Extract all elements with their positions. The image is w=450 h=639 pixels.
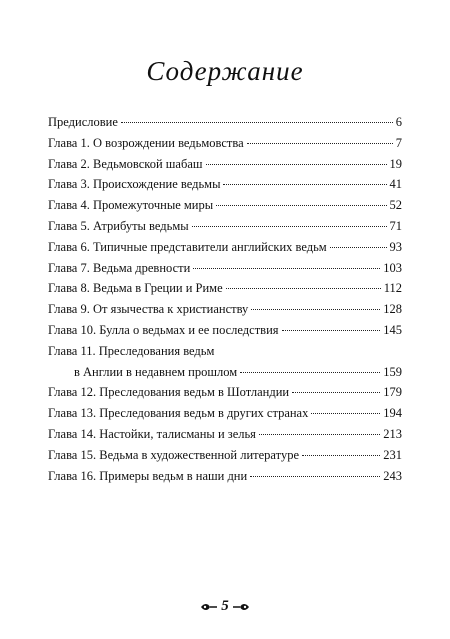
toc-page-number: 19 <box>389 156 402 171</box>
toc-entry-label: Глава 12. Преследования ведьм в Шотландии <box>48 385 290 400</box>
dot-leader <box>282 330 381 331</box>
toc-line <box>48 382 402 403</box>
dot-leader <box>216 205 386 206</box>
toc-entry <box>48 216 402 237</box>
toc-entry-label: Глава 13. Преследования ведьм в других странах <box>48 406 309 421</box>
dot-leader <box>223 184 386 185</box>
page-number: 5 <box>221 598 229 614</box>
toc-entry-label: Глава 4. Промежуточные миры <box>48 198 214 213</box>
toc-line <box>48 133 402 154</box>
toc-line <box>48 445 402 466</box>
dot-leader <box>259 434 380 435</box>
dot-leader <box>206 164 387 165</box>
page-footer <box>0 598 450 615</box>
toc-entry-label: Глава 3. Происхождение ведьмы <box>48 177 221 192</box>
toc-entry-label: Глава 10. Булла о ведьмах и ее последствия <box>48 322 279 337</box>
dot-leader <box>251 309 380 310</box>
toc-line <box>48 195 402 216</box>
toc-entry <box>48 445 402 466</box>
toc-entry <box>48 278 402 299</box>
toc-entry <box>48 258 402 279</box>
toc-page-number: 179 <box>383 385 402 400</box>
toc-entry-label: Глава 15. Ведьма в художественной литературе <box>48 447 299 462</box>
toc-entry <box>48 320 402 341</box>
toc-page-number: 6 <box>395 115 402 129</box>
toc-entry-label: в Англии в недавнем прошлом <box>74 364 238 379</box>
toc-line <box>48 299 402 320</box>
toc-line <box>48 216 402 237</box>
toc-line <box>48 362 402 383</box>
toc-page-number: 52 <box>389 198 402 213</box>
toc-line <box>48 112 402 133</box>
toc-entry <box>48 382 402 403</box>
toc-page-number: 213 <box>383 426 402 441</box>
toc-line <box>48 278 402 299</box>
toc-line <box>48 403 402 424</box>
toc-page-number: 103 <box>383 260 402 275</box>
dot-leader <box>330 247 387 248</box>
toc-entry-label: Глава 14. Настойки, талисманы и зелья <box>48 426 256 441</box>
dot-leader <box>302 455 380 456</box>
toc-entry <box>48 341 402 383</box>
toc-entry-label: Глава 11. Преследования ведьм <box>48 343 215 358</box>
toc-line <box>48 320 402 341</box>
toc-page-number: 128 <box>383 302 402 317</box>
toc-entry <box>48 466 402 487</box>
toc-page-number: 243 <box>383 468 402 483</box>
toc-entry-label: Глава 5. Атрибуты ведьмы <box>48 218 189 233</box>
toc-page-number: 41 <box>389 177 402 192</box>
toc-entry <box>48 133 402 154</box>
toc-page-number: 71 <box>389 218 402 233</box>
dot-leader <box>121 122 393 123</box>
page-title: Содержание <box>146 56 304 86</box>
dot-leader <box>247 143 393 144</box>
toc-entry <box>48 237 402 258</box>
toc-page-number: 194 <box>383 406 402 421</box>
dot-leader <box>250 476 380 477</box>
toc-entry <box>48 154 402 175</box>
dot-leader <box>192 226 387 227</box>
toc-line <box>48 237 402 258</box>
toc-page-number: 93 <box>389 239 402 254</box>
toc-entry-label: Глава 2. Ведьмовской шабаш <box>48 156 203 171</box>
toc-page-number: 231 <box>383 447 402 462</box>
toc-entry <box>48 299 402 320</box>
toc-entry-label: Предисловие <box>48 115 118 129</box>
toc-page-number: 112 <box>383 281 402 296</box>
table-of-contents <box>48 112 402 486</box>
toc-entry <box>48 174 402 195</box>
toc-page-number: 159 <box>383 364 402 379</box>
dot-leader <box>292 392 380 393</box>
dot-leader <box>240 372 380 373</box>
toc-entry-label: Глава 16. Примеры ведьм в наши дни <box>48 468 248 483</box>
toc-entry-label: Глава 1. О возрождении ведьмовства <box>48 135 244 150</box>
fleuron-right-icon <box>232 602 250 612</box>
toc-page-number: 7 <box>395 135 402 150</box>
dot-leader <box>311 413 380 414</box>
toc-entry-label: Глава 9. От язычества к христианству <box>48 302 249 317</box>
toc-entry-label: Глава 8. Ведьма в Греции и Риме <box>48 281 223 296</box>
toc-line <box>48 424 402 445</box>
toc-entry <box>48 112 402 133</box>
toc-entry <box>48 424 402 445</box>
toc-entry <box>48 195 402 216</box>
toc-entry <box>48 403 402 424</box>
toc-entry-label: Глава 6. Типичные представители английских ведьм <box>48 239 327 254</box>
toc-line <box>48 154 402 175</box>
fleuron-left-icon <box>200 602 218 612</box>
toc-line <box>48 174 402 195</box>
dot-leader <box>193 268 380 269</box>
toc-entry-label: Глава 7. Ведьма древности <box>48 260 191 275</box>
toc-page-number: 145 <box>383 322 402 337</box>
dot-leader <box>226 288 381 289</box>
toc-line <box>48 258 402 279</box>
toc-line <box>48 341 402 362</box>
toc-line <box>48 466 402 487</box>
